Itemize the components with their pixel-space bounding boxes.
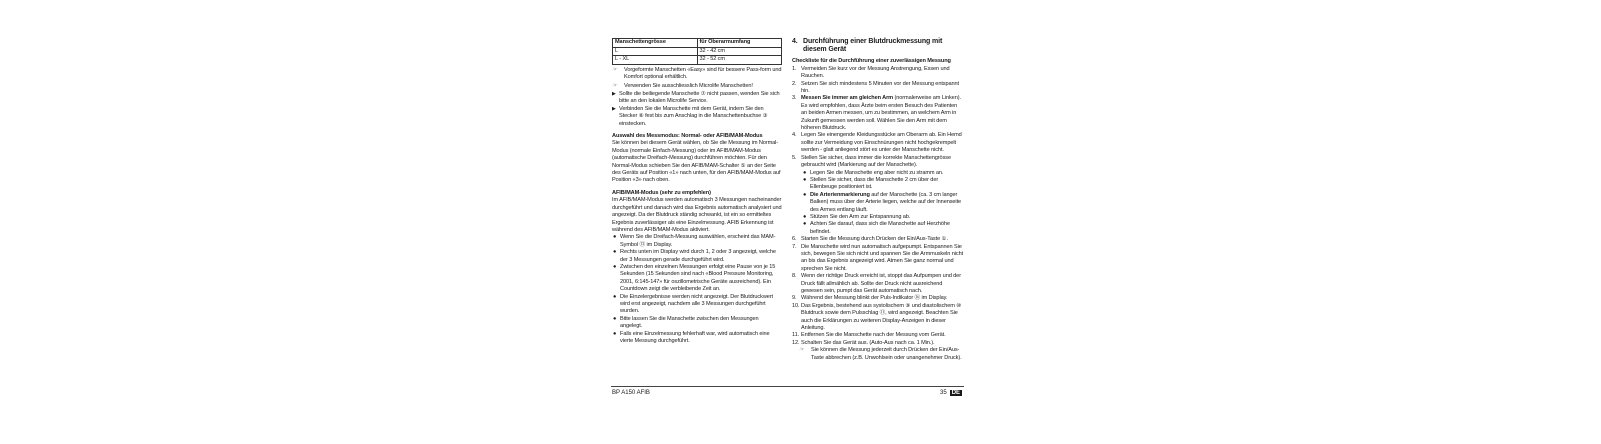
table-cell: 32 - 42 cm bbox=[697, 47, 782, 56]
hint-text: Vorgeformte Manschetten «Easy» sind für bessere Pass-form und Komfort optional erhältlich. bbox=[624, 66, 782, 81]
table-header-row bbox=[613, 39, 782, 48]
item-number: 4. bbox=[792, 132, 797, 139]
list-item bbox=[792, 155, 964, 170]
hint-text: Sie können die Messung jederzeit durch Drücken der Ein/Aus-Taste abbrechen (z.B. Unwohlsein oder unangenehmer Druck). bbox=[811, 347, 962, 361]
table-header-cell: Manschettengrösse bbox=[613, 39, 698, 48]
list-item bbox=[792, 81, 964, 96]
list-item bbox=[612, 234, 782, 249]
item-number: 12. bbox=[792, 339, 800, 346]
list-item-text: Wenn der richtige Druck erreicht ist, stoppt das Aufpumpen und der Druck fällt allmählich ab. Sollte der Druck nicht ausreichend gewesen sein, pumpt das Gerät automatisch nach. bbox=[801, 273, 961, 294]
list-item bbox=[792, 273, 964, 295]
disc-bullet-icon: ● bbox=[803, 169, 807, 176]
item-number: 5. bbox=[792, 154, 797, 161]
list-item bbox=[792, 66, 964, 81]
item-number: 8. bbox=[792, 273, 797, 280]
triangle-item-text: Sollte die beiliegende Manschette ⑦ nicht passen, wenden Sie sich bitte an den lokalen Microlife Service. bbox=[619, 91, 780, 105]
item-number: 6. bbox=[792, 236, 797, 243]
list-item-text: Legen Sie die Manschette eng aber nicht zu stramm an. bbox=[810, 169, 944, 176]
item-number: 1. bbox=[792, 65, 797, 72]
hand-pointer-icon: ☞ bbox=[612, 82, 617, 89]
checklist-heading: Checkliste für die Durchführung einer zuverlässigen Messung bbox=[792, 58, 951, 65]
table-header-cell: für Oberarmumfang bbox=[697, 39, 782, 48]
footer-model: BP A150 AFIB bbox=[612, 390, 650, 396]
hint-text: Verwenden Sie ausschliesslich Microlife Manschetten! bbox=[624, 82, 753, 89]
item-number: 7. bbox=[792, 243, 797, 250]
disc-bullet-icon: ● bbox=[613, 293, 617, 300]
disc-bullet-icon: ● bbox=[613, 315, 617, 322]
list-item-text: Legen Sie einengende Kleidungsstücke am Oberarm ab. Ein Hemd sollte zur Vermeidung von Einschnürungen nicht hochgekrempelt werden - glatt anliegend stört es unter der Manschette nicht. bbox=[801, 132, 962, 154]
list-item bbox=[792, 132, 964, 154]
list-item-text: Stellen Sie sicher, dass die Manschette 2 cm über der Ellenbeuge positioniert ist. bbox=[810, 176, 939, 191]
list-item bbox=[612, 264, 782, 294]
checklist bbox=[792, 66, 964, 362]
list-item bbox=[612, 316, 782, 331]
list-item-text: Wenn Sie die Dreifach-Messung auswählen, erscheint das MAM-Symbol ⑬ im Display. bbox=[620, 234, 776, 248]
hand-pointer-icon: ☞ bbox=[612, 66, 617, 73]
list-item bbox=[792, 244, 964, 274]
sub-list-item bbox=[792, 221, 964, 236]
disc-bullet-icon: ● bbox=[613, 249, 617, 256]
sub-list-item bbox=[792, 177, 964, 192]
triangle-item-text: Verbinden Sie die Manschette mit dem Gerät, indem Sie den Stecker ⑧ fest bis zum Anschlag in die Manschettenbuchse ③ einstecken. bbox=[619, 105, 768, 127]
left-column bbox=[612, 38, 782, 345]
item-number: 11. bbox=[792, 332, 800, 339]
list-item-text: Vermeiden Sie kurz vor der Messung Anstrengung, Essen und Rauchen. bbox=[801, 65, 950, 80]
hint-note bbox=[792, 347, 964, 362]
section-number: 4. bbox=[792, 38, 798, 45]
list-item bbox=[792, 295, 964, 302]
triangle-bullet-icon: ▶ bbox=[612, 105, 616, 112]
list-item-bold: Messen Sie immer am gleichen Arm bbox=[801, 95, 894, 102]
triangle-item bbox=[612, 91, 782, 106]
list-item-text: Stützen Sie den Arm zur Entspannung ab. bbox=[810, 213, 911, 220]
list-item-text: Die Manschette wird nun automatisch aufgepumpt. Entspannen Sie sich, bewegen Sie sich nicht und spannen Sie die Armmuskeln nicht an bis das Ergebnis angezeigt wird. Atmen Sie ganz normal und sprechen Sie nicht. bbox=[801, 243, 964, 272]
sub-list-item bbox=[792, 214, 964, 221]
disc-bullet-icon: ● bbox=[803, 176, 807, 183]
footer-page bbox=[940, 389, 962, 397]
afib-bullet-list bbox=[612, 234, 782, 345]
hand-pointer-icon: ☞ bbox=[799, 347, 804, 354]
list-item bbox=[792, 303, 964, 333]
list-item-text: Das Ergebnis, bestehend aus systolischem ⑨ und diastolischem ⑩ Blutdruck sowie dem Pulsschlag ⑪, wird angezeigt. Beachten Sie auch die Erklärungen zu weiteren Display-Anzeigen in dieser Anleitung. bbox=[801, 302, 962, 332]
list-item bbox=[612, 249, 782, 264]
table-cell: L bbox=[613, 47, 698, 56]
list-item-text: Achten Sie darauf, dass sich die Manschette auf Herzhöhe befindet. bbox=[810, 221, 950, 235]
list-item bbox=[792, 332, 964, 339]
table-cell: 32 - 52 cm bbox=[697, 56, 782, 65]
list-item-text: Rechts unten im Display wird durch 1, 2 oder 3 angezeigt, welche der 3 Messungen gerade durchgeführt wird. bbox=[620, 249, 776, 263]
right-column bbox=[792, 38, 964, 362]
list-item bbox=[792, 95, 964, 132]
list-item bbox=[612, 294, 782, 316]
list-item-text: Stellen Sie sicher, dass immer die korrekte Manschettengrösse gebraucht wird (Markierung auf der Manschette). bbox=[801, 154, 951, 169]
mode-heading: Auswahl des Messmodus: Normal- oder AFIB/MAM-Modus bbox=[612, 133, 763, 140]
table-row bbox=[613, 47, 782, 56]
table-cell: L - XL bbox=[613, 56, 698, 65]
page-number: 35 bbox=[940, 390, 947, 396]
list-item-bold: Die Arterienmarkierung bbox=[810, 191, 870, 198]
list-item bbox=[792, 340, 964, 347]
disc-bullet-icon: ● bbox=[803, 213, 807, 220]
list-item bbox=[792, 236, 964, 243]
list-item-text: Setzen Sie sich mindestens 5 Minuten vor der Messung entspannt hin. bbox=[801, 80, 959, 95]
mode-paragraph: Sie können bei diesem Gerät wählen, ob Sie die Messung im Normal-Modus (normale Einfach-Messung) oder im AFIB/MAM-Modus (automatische Dreifach-Messung) durchführen möchten. Für den Normal-Modus schieben Sie den AFIB/MAM-Schalter ⑤ an der Seite des Geräts auf Position «1» nach unten, für den AFIB/MAM-Modus auf Position «3» nach oben. bbox=[612, 140, 781, 184]
disc-bullet-icon: ● bbox=[613, 263, 617, 270]
list-item-text: Zwischen den einzelnen Messungen erfolgt eine Pause von je 15 Sekunden (15 Sekunden sind nach «Blood Pressure Monitoring, 2001, 6:145-147» für oszillometrische Geräte ausreichend). Ein Countdown zeigt die verbleibende Zeit an. bbox=[620, 263, 776, 293]
footer-divider bbox=[611, 386, 964, 387]
section-title bbox=[792, 38, 964, 54]
list-item bbox=[612, 331, 782, 346]
section-title-text: Durchführung einer Blutdruckmessung mit diesem Gerät bbox=[803, 38, 943, 54]
list-item-text: Starten Sie die Messung durch Drücken der Ein/Aus-Taste ①. bbox=[801, 236, 948, 243]
sub-list-item bbox=[792, 170, 964, 177]
language-badge: DE bbox=[951, 390, 961, 396]
disc-bullet-icon: ● bbox=[803, 191, 807, 198]
list-item-text: Entfernen Sie die Manschette nach der Messung vom Gerät. bbox=[801, 332, 946, 339]
list-item-text: auf der Manschette (ca. 3 cm langer Balken) muss über der Arterie liegen, welche auf der Innenseite des Armes entlang läuft. bbox=[810, 191, 962, 213]
sub-list-item bbox=[792, 192, 964, 214]
afib-paragraph: Im AFIB/MAM-Modus werden automatisch 3 Messungen nacheinander durchgeführt und danach wird das Ergebnis automatisch analysiert und angezeigt. Da der Blutdruck ständig schwankt, ist ein so ermitteltes Ergebnis zuverlässiger als eine Einzelmessung. AFIB Erkennung ist während des AFIB/MAM-Modus aktiviert. bbox=[612, 197, 782, 233]
list-item-text: Schalten Sie das Gerät aus. (Auto-Aus nach ca. 1 Min.). bbox=[801, 339, 935, 346]
disc-bullet-icon: ● bbox=[613, 234, 617, 241]
triangle-bullet-icon: ▶ bbox=[612, 91, 616, 97]
disc-bullet-icon: ● bbox=[803, 221, 807, 228]
item-number: 10. bbox=[792, 302, 800, 309]
item-number: 9. bbox=[792, 295, 797, 302]
list-item-text: Die Einzelergebnisse werden nicht angezeigt. Der Blutdruckwert wird erst angezeigt, nachdem alle 3 Messungen durchgeführt wurden. bbox=[620, 293, 773, 315]
list-item-text: Falls eine Einzelmessung fehlerhaft war, wird automatisch eine vierte Messung durchgeführt. bbox=[620, 330, 770, 344]
hint-note bbox=[612, 67, 782, 82]
item-number: 2. bbox=[792, 80, 797, 87]
list-item-text: Während der Messung blinkt der Puls-Indikator ⑯ im Display. bbox=[801, 295, 948, 302]
hint-note bbox=[612, 83, 782, 90]
afib-heading: AFIB/MAM-Modus (sehr zu empfehlen) bbox=[612, 189, 711, 196]
triangle-item bbox=[612, 106, 782, 128]
list-item-text: (normalerweise am Linken). Es wird empfohlen, dass Ärzte beim ersten Besuch des Patienten an beiden Armen messen, um zu bestimmen, an welchem Arm in Zukunft gemessen werden soll. Wählen Sie den Arm mit dem höheren Blutdruck. bbox=[801, 95, 961, 132]
cuff-size-table bbox=[612, 38, 782, 65]
item-number: 3. bbox=[792, 95, 797, 102]
list-item-text: Bitte lassen Sie die Manschette zwischen den Messungen angelegt. bbox=[620, 315, 759, 330]
table-row bbox=[613, 56, 782, 65]
disc-bullet-icon: ● bbox=[613, 330, 617, 337]
